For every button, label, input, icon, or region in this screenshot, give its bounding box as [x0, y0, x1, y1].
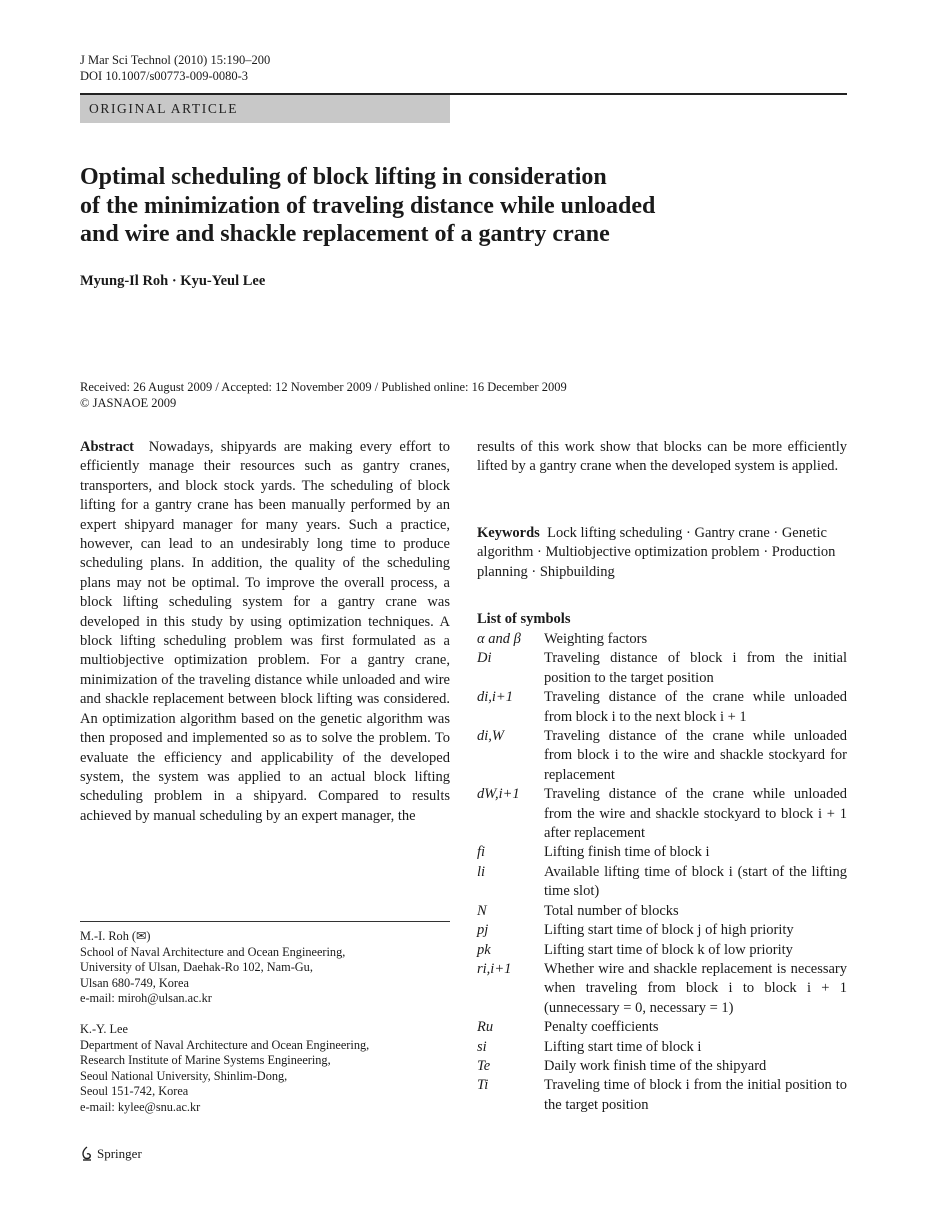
symbol-row — [477, 941, 847, 960]
symbol-definition: Daily work finish time of the shipyard — [544, 1057, 767, 1074]
symbol-term: pj — [477, 922, 489, 939]
symbol-row — [477, 902, 847, 921]
article-type-label: ORIGINAL ARTICLE — [89, 101, 239, 116]
affiliation-name: M.-I. Roh (✉) — [80, 929, 151, 943]
abstract-left-column — [80, 438, 450, 826]
symbol-term: Te — [477, 1057, 491, 1074]
symbol-definition: Available lifting time of block i (start of the lifting time slot) — [544, 863, 847, 900]
symbol-definition: Lifting start time of block k of low priority — [544, 941, 793, 958]
symbol-row — [477, 649, 847, 688]
symbol-row — [477, 1076, 847, 1115]
article-title — [80, 163, 800, 249]
affiliation-name: K.-Y. Lee — [80, 1022, 128, 1036]
symbol-definition: Penalty coefficients — [544, 1019, 659, 1036]
symbol-definition: Whether wire and shackle replacement is necessary when traveling from block i to block i + 1 (unnecessary = 0, necessary = 1) — [544, 960, 847, 1016]
symbols-heading: List of symbols — [477, 611, 571, 627]
journal-citation: J Mar Sci Technol (2010) 15:190–200 — [80, 53, 271, 67]
title-line: Optimal scheduling of block lifting in consideration — [80, 164, 607, 190]
authors: Myung-Il Roh · Kyu-Yeul Lee — [80, 273, 266, 289]
keywords-label: Keywords — [477, 525, 540, 541]
journal-doi: DOI 10.1007/s00773-009-0080-3 — [80, 69, 249, 83]
symbol-term: pk — [477, 941, 491, 958]
symbol-definition: Lifting start time of block i — [544, 1038, 702, 1055]
symbols-list — [477, 630, 847, 1115]
symbol-term: di,i+1 — [477, 689, 513, 706]
symbol-definition: Traveling distance of the crane while unloaded from the wire and shackle stockyard to block i + 1 after replacement — [544, 786, 847, 842]
abstract-label: Abstract — [80, 439, 134, 455]
affiliation-line: Department of Naval Architecture and Ocean Engineering, — [80, 1037, 370, 1052]
symbol-row — [477, 863, 847, 902]
abstract-right-column — [477, 438, 847, 477]
affiliation-line: Ulsan 680-749, Korea — [80, 975, 189, 990]
symbol-definition: Traveling time of block i from the initial position to the target position — [544, 1077, 847, 1113]
symbol-definition: Traveling distance of the crane while unloaded from block i to the wire and shackle stockyard for replacement — [544, 728, 847, 783]
affiliation-line: School of Naval Architecture and Ocean Engineering, — [80, 944, 346, 959]
keywords-text: Lock lifting scheduling · Gantry crane · Genetic algorithm · Multiobjective optimization problem · Production planning · Shipbuilding — [477, 525, 836, 580]
affiliation-email: e-mail: miroh@ulsan.ac.kr — [80, 991, 212, 1005]
symbol-term: Di — [477, 650, 492, 667]
symbol-term: di,W — [477, 728, 504, 745]
symbol-term: ri,i+1 — [477, 960, 512, 977]
symbol-row — [477, 785, 847, 843]
symbol-term: Ti — [477, 1077, 489, 1094]
symbol-definition: Lifting finish time of block i — [544, 844, 710, 861]
affiliation-rule — [80, 921, 450, 922]
symbol-row — [477, 688, 847, 727]
publisher-footer — [80, 1146, 142, 1162]
symbol-row — [477, 630, 847, 649]
symbol-row — [477, 1038, 847, 1057]
symbol-row — [477, 1057, 847, 1076]
affiliation-email: e-mail: kylee@snu.ac.kr — [80, 1099, 201, 1114]
symbol-definition: Weighting factors — [544, 631, 648, 647]
title-line: and wire and shackle replacement of a gantry crane — [80, 221, 610, 247]
symbol-term: α and β — [477, 631, 521, 647]
affiliation-lee — [80, 1022, 450, 1115]
symbol-term: dW,i+1 — [477, 786, 520, 803]
affiliation-line: Research Institute of Marine Systems Engineering, — [80, 1053, 331, 1067]
symbol-definition: Lifting start time of block j of high priority — [544, 922, 794, 939]
affiliation-line: Seoul 151-742, Korea — [80, 1084, 189, 1098]
symbol-term: fi — [477, 844, 486, 861]
title-line: of the minimization of traveling distance while unloaded — [80, 192, 656, 219]
symbol-row — [477, 960, 847, 1018]
symbol-row — [477, 727, 847, 785]
symbol-term: N — [477, 902, 487, 919]
affiliation-line: Seoul National University, Shinlim-Dong, — [80, 1068, 288, 1083]
springer-logo-icon — [80, 1146, 94, 1162]
symbol-definition: Total number of blocks — [544, 902, 679, 919]
journal-header — [80, 52, 270, 84]
affiliation-roh — [80, 929, 450, 1007]
symbol-term: si — [477, 1038, 487, 1055]
publication-history — [80, 379, 567, 411]
symbol-definition: Traveling distance of the crane while unloaded from block i to the next block i + 1 — [544, 689, 847, 725]
abstract-text: Nowadays, shipyards are making every effort to efficiently manage their resources such as gantry cranes, transporters, and block stock yards. The scheduling of block lifting for a gantry crane has been manually performed by an expert shipyard manager for many years. Such a practice, however, can lead to an undesirably long time to produce scheduling plans. In addition, the quality of the scheduling plans may not be optimal. To improve the overall process, a block lifting scheduling system for a gantry crane was developed in this study by using optimization techniques. A block lifting scheduling problem was first formulated as a multiobjective optimization problem. For a gantry crane, minimization of the traveling distance while unloaded and wire and shackle replacement between block lifting was considered. An optimization algorithm based on the genetic algorithm was then proposed and implemented so as to solve the problem. To evaluate the efficiency and applicability of the developed system, the system was applied to an actual block lifting scheduling problem in a shipyard. Compared to results achieved by manual scheduling by an expert manager, the — [80, 439, 450, 824]
symbol-row — [477, 1018, 847, 1037]
publisher-name: Springer — [97, 1146, 142, 1161]
symbol-term: Ru — [477, 1019, 494, 1036]
affiliation-line: University of Ulsan, Daehak-Ro 102, Nam-Gu, — [80, 960, 313, 974]
dates-line: Received: 26 August 2009 / Accepted: 12 November 2009 / Published online: 16 December 2009 — [80, 380, 567, 394]
symbol-row — [477, 843, 847, 862]
copyright-line: © JASNAOE 2009 — [80, 396, 177, 410]
symbol-row — [477, 921, 847, 940]
keywords — [477, 524, 847, 582]
symbol-term: li — [477, 863, 486, 880]
abstract-continuation: results of this work show that blocks can be more efficiently lifted by a gantry crane when the developed system is applied. — [477, 439, 847, 475]
article-type-banner — [80, 95, 450, 123]
symbol-definition: Traveling distance of block i from the initial position to the target position — [544, 650, 847, 686]
